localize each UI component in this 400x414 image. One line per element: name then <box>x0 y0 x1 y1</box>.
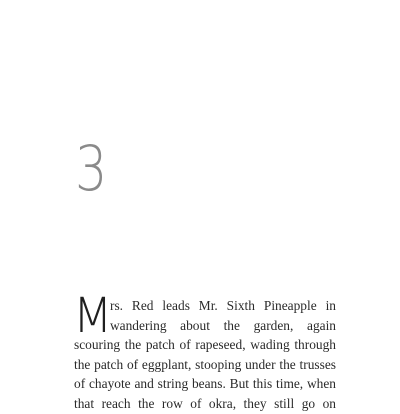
paragraph-line: of chayote and string beans. But this time, when <box>74 376 336 392</box>
paragraph-line: the patch of eggplant, stooping under the trusses <box>74 356 336 372</box>
paragraph-line: scouring the patch of rapeseed, wading through <box>74 337 336 353</box>
paragraph-line: that reach the row of okra, they still go on <box>74 395 336 411</box>
drop-cap-letter: M <box>73 288 113 344</box>
chapter-number: 3 <box>75 132 108 205</box>
paragraph-line: rs. Red leads Mr. Sixth Pineapple in <box>110 298 336 313</box>
chapter-paragraph <box>73 288 336 414</box>
paragraph-line: wandering about the garden, again <box>110 317 336 333</box>
